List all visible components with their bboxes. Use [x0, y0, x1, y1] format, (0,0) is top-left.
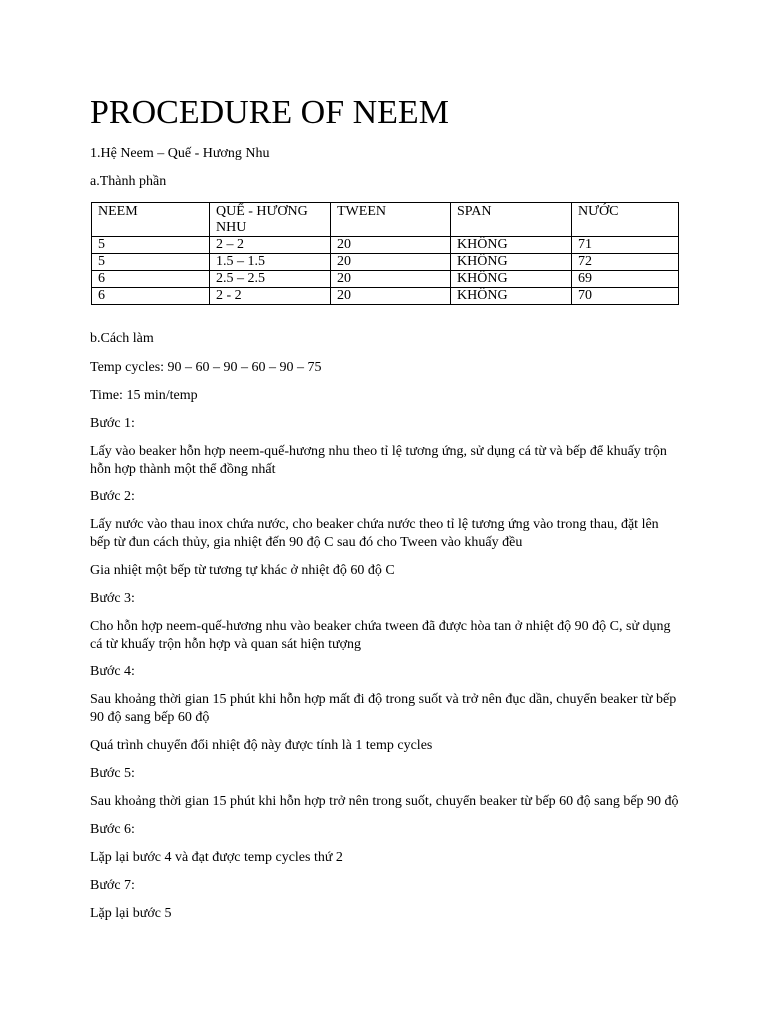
table-cell: 71 [572, 237, 679, 254]
table-cell: 6 [92, 288, 210, 305]
header-cell: NEEM [92, 203, 210, 237]
table-row [92, 254, 679, 271]
table-cell: KHÔNG [451, 288, 572, 305]
table-cell: 20 [331, 237, 451, 254]
step-4-label: Bước 4: [90, 664, 135, 679]
step-4-text: Sau khoảng thời gian 15 phút khi hỗn hợp mất đi độ trong suốt và trở nên đục dần, chuyển beaker từ bếp 90 độ sang bếp 60 độ [90, 692, 677, 725]
header-cell: TWEEN [331, 203, 451, 237]
step-6-label: Bước 6: [90, 822, 135, 837]
step-7-text: Lặp lại bước 5 [90, 906, 172, 921]
step-7-label: Bước 7: [90, 878, 135, 893]
step-1-label: Bước 1: [90, 416, 135, 431]
step-5-text: Sau khoảng thời gian 15 phút khi hỗn hợp trở nên trong suốt, chuyển beaker từ bếp 60 độ sang bếp 90 độ [90, 794, 679, 809]
part-a-heading: a.Thành phần [90, 174, 167, 189]
table-cell: 70 [572, 288, 679, 305]
table-cell: 69 [572, 271, 679, 288]
step-3-label: Bước 3: [90, 591, 135, 606]
section-title: 1.Hệ Neem – Quế - Hương Nhu [90, 146, 270, 161]
header-cell: QUẾ - HƯƠNG NHU [210, 203, 331, 237]
step-3-text: Cho hỗn hợp neem-quế-hương nhu vào beaker chứa tween đã được hòa tan ở nhiệt độ 90 độ C, sử dụng cá từ khuấy trộn hỗn hợp và quan sát hiện tượng [90, 619, 671, 652]
step-2-text: Lấy nước vào thau inox chứa nước, cho beaker chứa nước theo tỉ lệ tương ứng vào trong thau, đặt lên bếp từ đun cách thủy, gia nhiệt đến 90 độ C sau đó cho Tween vào khuấy đều [90, 517, 659, 550]
table-cell: 72 [572, 254, 679, 271]
step-2-note: Gia nhiệt một bếp từ tương tự khác ở nhiệt độ 60 độ C [90, 563, 395, 578]
part-b-heading: b.Cách làm [90, 331, 154, 346]
step-6-text: Lặp lại bước 4 và đạt được temp cycles thứ 2 [90, 850, 343, 865]
table-row [92, 237, 679, 254]
table-cell: 20 [331, 254, 451, 271]
table-cell: 2 – 2 [210, 237, 331, 254]
step-1-text: Lấy vào beaker hỗn hợp neem-quế-hương nhu theo tỉ lệ tương ứng, sử dụng cá từ và bếp để khuấy trộn hỗn hợp thành một thể đồng nhất [90, 444, 667, 477]
table-cell: 2 - 2 [210, 288, 331, 305]
table-cell: 2.5 – 2.5 [210, 271, 331, 288]
table-cell: 6 [92, 271, 210, 288]
step-5-label: Bước 5: [90, 766, 135, 781]
time-line: Time: 15 min/temp [90, 388, 198, 403]
header-cell: SPAN [451, 203, 572, 237]
temp-cycles-line: Temp cycles: 90 – 60 – 90 – 60 – 90 – 75 [90, 360, 322, 375]
table-cell: 20 [331, 271, 451, 288]
step-4-note: Quá trình chuyển đổi nhiệt độ này được tính là 1 temp cycles [90, 738, 433, 753]
table-cell: KHÔNG [451, 237, 572, 254]
table-cell: 5 [92, 237, 210, 254]
table-row [92, 271, 679, 288]
composition-table [91, 202, 679, 305]
table-cell: 1.5 – 1.5 [210, 254, 331, 271]
table-cell: KHÔNG [451, 271, 572, 288]
table-row [92, 288, 679, 305]
table-cell: 20 [331, 288, 451, 305]
table-cell: KHÔNG [451, 254, 572, 271]
table-cell: 5 [92, 254, 210, 271]
step-2-label: Bước 2: [90, 489, 135, 504]
page-title: PROCEDURE OF NEEM [90, 94, 449, 131]
table-header-row [92, 203, 679, 237]
header-cell: NƯỚC [572, 203, 679, 237]
